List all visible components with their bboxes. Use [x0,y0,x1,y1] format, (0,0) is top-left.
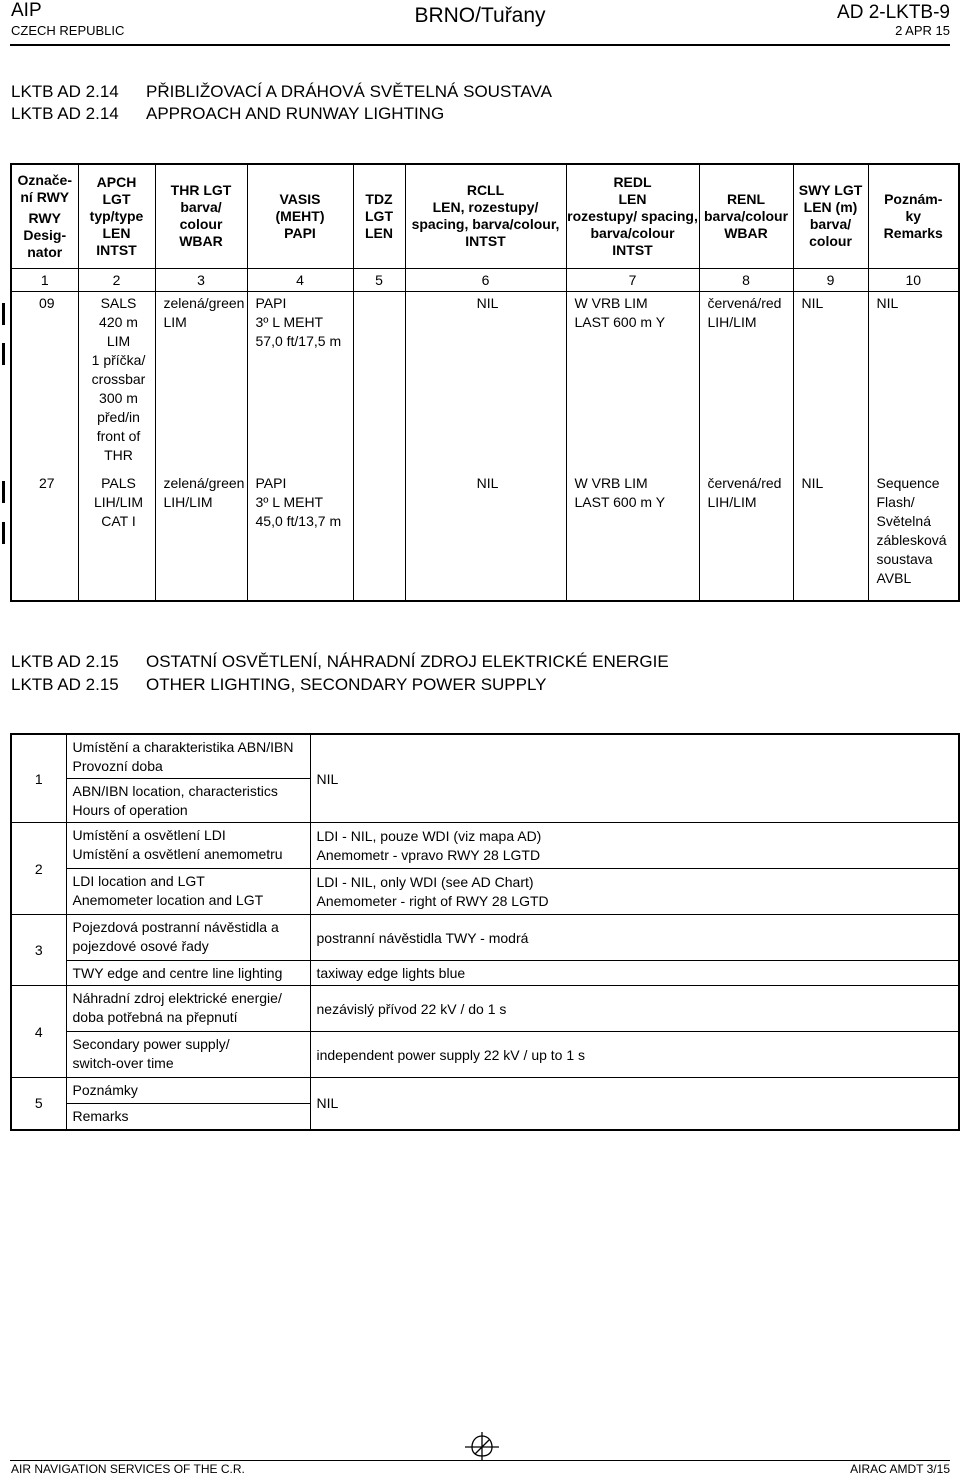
cell-line: AVBL [876,570,912,586]
cell-line: pojezdové osové řady [72,938,209,954]
label-cz [66,734,310,779]
section-2-15-heading-en [11,674,547,696]
vasis [247,471,353,601]
cell-line: 1 příčka/ [91,351,146,368]
header-line: LEN (m) [803,199,858,216]
cell-line: Anemometr - vpravo RWY 28 LGTD [316,847,541,863]
value-cz [310,915,959,961]
aerodrome-title: BRNO/Tuřany [414,4,546,27]
label-cz [66,986,310,1032]
cell-line: NIL [316,1095,339,1112]
label-en [66,961,310,986]
cell-line: Umístění a charakteristika ABN/IBN [72,739,294,755]
approach-runway-lighting-table [10,163,960,602]
cell-line: PALS [101,475,136,491]
value-en [310,869,959,915]
header-thr [155,164,247,268]
cell-line: LIH/LIM [707,494,757,510]
thr-lgt [155,471,247,601]
header-line: typ/type [89,207,144,224]
renl [699,291,793,471]
table-row [11,734,959,779]
column-number: 7 [566,268,699,291]
cell-line: PAPI [255,294,287,311]
cell-line: postranní návěstidla TWY - modrá [316,929,529,946]
cell-line: zelená/green [163,475,245,491]
cell-line: LAST 600 m Y [574,313,666,330]
column-number: 2 [78,268,155,291]
cell-line: Umístění a osvětlení LDI [72,827,226,843]
header-divider [10,44,950,46]
header-line: barva/ [180,199,222,216]
header-vasis [247,164,353,268]
value-en [310,1032,959,1078]
header-apch [78,164,155,268]
column-number-row [11,268,959,291]
label-en [66,1104,310,1130]
cell-line: LIM [163,313,187,330]
header-line: LEN [618,190,647,207]
label-cz [66,823,310,869]
row-number: 1 [11,734,66,823]
remarks [868,291,959,471]
value-cz [310,986,959,1032]
header-line: barva/ [809,216,852,233]
table-row [11,986,959,1032]
header-line: LGT [365,207,393,224]
value-en [310,961,959,986]
section-2-14-heading-cz [11,81,552,103]
cell-line: 300 m [99,389,138,406]
section-code: LKTB AD 2.15 [11,675,119,694]
rcll: NIL [405,471,566,601]
header-line: barva/colour [590,224,675,241]
section-code: LKTB AD 2.15 [11,652,119,671]
header-line: Desig- [23,226,67,243]
header-line: rozestupy/ spacing, [567,207,698,224]
header-renl [699,164,793,268]
header-line: colour [809,233,852,250]
cell-line: LIH/LIM [707,313,757,330]
change-bar [2,481,5,503]
cell-line: červená/red [707,475,782,491]
header-line: colour [179,216,223,233]
header-line: nator [27,243,63,260]
cell-line: doba potřebná na přepnutí [72,1009,238,1025]
cell-line: PAPI [255,475,287,491]
cell-line: 3º L MEHT [255,494,324,510]
header-line: INTST [465,233,506,250]
column-number: 10 [868,268,959,291]
tdz-lgt [353,471,405,601]
cell-line: W VRB LIM [574,294,648,311]
apch-lgt [78,291,155,471]
cell-line: SALS [100,294,137,311]
header-line: WBAR [724,224,768,241]
cell-line: 45,0 ft/13,7 m [255,513,342,529]
column-number: 6 [405,268,566,291]
header-redl [566,164,699,268]
table-row-en [11,869,959,915]
header-line: ní RWY [20,188,70,205]
section-title: PŘIBLIŽOVACÍ A DRÁHOVÁ SVĚTELNÁ SOUSTAVA [146,82,552,101]
section-title: APPROACH AND RUNWAY LIGHTING [146,104,445,123]
cell-line: Sequence [876,475,940,491]
table-row [11,1078,959,1104]
header-tdz [353,164,405,268]
thr-lgt [155,291,247,471]
cell-line: Anemometer - right of RWY 28 LGTD [316,893,549,909]
page-id: AD 2-LKTB-9 [837,2,950,23]
cell-line: Flash/ [876,494,915,510]
header-remarks [868,164,959,268]
cell-line: NIL [876,294,899,311]
rwy-designator: 27 [11,471,78,601]
header-line: LGT [102,190,131,207]
value-cz [310,1078,959,1130]
section-title: OSTATNÍ OSVĚTLENÍ, NÁHRADNÍ ZDROJ ELEKTRICKÉ ENERGIE [146,652,669,671]
section-2-15-heading-cz [11,651,669,673]
header-line: RCLL [466,182,505,199]
swy-lgt: NIL [793,291,868,471]
change-bar [2,343,5,365]
header-swy [793,164,868,268]
header-line: WBAR [179,233,223,250]
row-number: 5 [11,1078,66,1130]
tdz-lgt [353,291,405,471]
table-row-en [11,1032,959,1078]
header-designator [11,164,78,268]
cell-line: Remarks [72,1108,129,1124]
cell-line: LDI - NIL, pouze WDI (viz mapa AD) [316,828,542,844]
change-bar [2,522,5,544]
header-line: VASIS [279,190,321,207]
header-line: Remarks [883,224,943,241]
column-number: 1 [11,268,78,291]
cell-line: Provozní doba [72,758,163,774]
section-title: OTHER LIGHTING, SECONDARY POWER SUPPLY [146,675,547,694]
cell-line: před/in [97,408,140,425]
header-line: LEN [365,224,393,241]
renl [699,471,793,601]
header-line: INTST [96,241,137,258]
column-number: 4 [247,268,353,291]
cell-line: Umístění a osvětlení anemometru [72,846,283,862]
aip-label: AIP [11,0,42,21]
cell-line: LIM [106,332,131,349]
cell-line: 3º L MEHT [255,313,324,330]
table-row [11,823,959,869]
redl [566,291,699,471]
header-line: ky [905,207,922,224]
remarks [868,471,959,601]
label-cz [66,1078,310,1104]
section-code: LKTB AD 2.14 [11,82,119,101]
cell-line: THR [104,446,133,463]
header-line: Označe- [17,171,72,188]
column-number: 5 [353,268,405,291]
header-line: LEN, rozestupy/ [432,199,539,216]
header-line: INTST [612,241,653,258]
header-line: SWY LGT [798,182,863,199]
cell-line: LAST 600 m Y [574,494,666,510]
header-line: REDL [613,173,652,190]
swy-lgt: NIL [793,471,868,601]
cell-line: taxiway edge lights blue [316,965,466,981]
cell-line: Secondary power supply/ [72,1036,230,1052]
header-row [11,164,959,268]
cell-line: Náhradní zdroj elektrické energie/ [72,990,282,1006]
rcll: NIL [405,291,566,471]
effective-date: 2 APR 15 [895,23,950,38]
apch-lgt [78,471,155,601]
header-line: (MEHT) [275,207,325,224]
cell-line: LDI location and LGT [72,873,205,889]
cell-line: LDI - NIL, only WDI (see AD Chart) [316,874,534,890]
cell-line: switch-over time [72,1055,174,1071]
header-line: Poznám- [884,190,943,207]
column-number: 8 [699,268,793,291]
redl [566,471,699,601]
cell-line: W VRB LIM [574,475,648,491]
rwy-designator: 09 [11,291,78,471]
section-code: LKTB AD 2.14 [11,104,119,123]
label-en [66,869,310,915]
table-row [11,915,959,961]
cell-line: Pojezdová postranní návěstidla a [72,919,279,935]
table-row [11,291,959,471]
cell-line: červená/red [707,294,782,311]
change-bar [2,303,5,325]
other-lighting-table [10,733,960,1131]
cell-line: záblesková [876,532,947,548]
country-label: CZECH REPUBLIC [11,23,125,38]
cell-line: LIH/LIM [163,494,213,510]
header-line: APCH [96,173,137,190]
header-line: RWY [28,209,61,226]
cell-line: Poznámky [72,1082,138,1098]
cell-line: Světelná [876,513,931,529]
cell-line: independent power supply 22 kV / up to 1 s [316,1046,586,1063]
section-2-14-heading-en [11,103,444,125]
header-line: RENL [726,190,766,207]
cell-line: LIH/LIM [93,494,143,510]
anscr-logo-icon [463,1432,501,1462]
row-number: 2 [11,823,66,915]
footer-publisher: AIR NAVIGATION SERVICES OF THE C.R. [11,1462,245,1476]
cell-line: Hours of operation [72,802,188,818]
table-row-en [11,961,959,986]
cell-line: TWY edge and centre line lighting [72,965,283,981]
label-cz [66,915,310,961]
vasis [247,291,353,471]
label-en [66,1032,310,1078]
cell-line: 420 m [99,313,138,330]
cell-line: soustava [876,551,933,567]
header-line: spacing, barva/colour, [411,216,560,233]
value-cz [310,734,959,823]
cell-line: front of [96,427,141,444]
value-cz [310,823,959,869]
cell-line: Anemometer location and LGT [72,892,264,908]
cell-line: 57,0 ft/17,5 m [255,332,342,349]
header-line: TDZ [365,190,393,207]
header-line: THR LGT [170,182,232,199]
header-line: barva/colour [703,207,789,224]
cell-line: nezávislý přívod 22 kV / do 1 s [316,1000,507,1017]
column-number: 3 [155,268,247,291]
header-rcll [405,164,566,268]
cell-line: ABN/IBN location, characteristics [72,783,278,799]
cell-line: NIL [316,770,339,787]
cell-line: zelená/green [163,294,245,311]
label-en [66,779,310,823]
cell-line: crossbar [91,370,146,387]
row-number: 3 [11,915,66,986]
cell-line: CAT I [101,513,136,529]
footer-amendment: AIRAC AMDT 3/15 [850,1462,950,1476]
table-row [11,471,959,601]
header-line: LEN [102,224,131,241]
header-line: PAPI [284,224,316,241]
column-number: 9 [793,268,868,291]
row-number: 4 [11,986,66,1078]
